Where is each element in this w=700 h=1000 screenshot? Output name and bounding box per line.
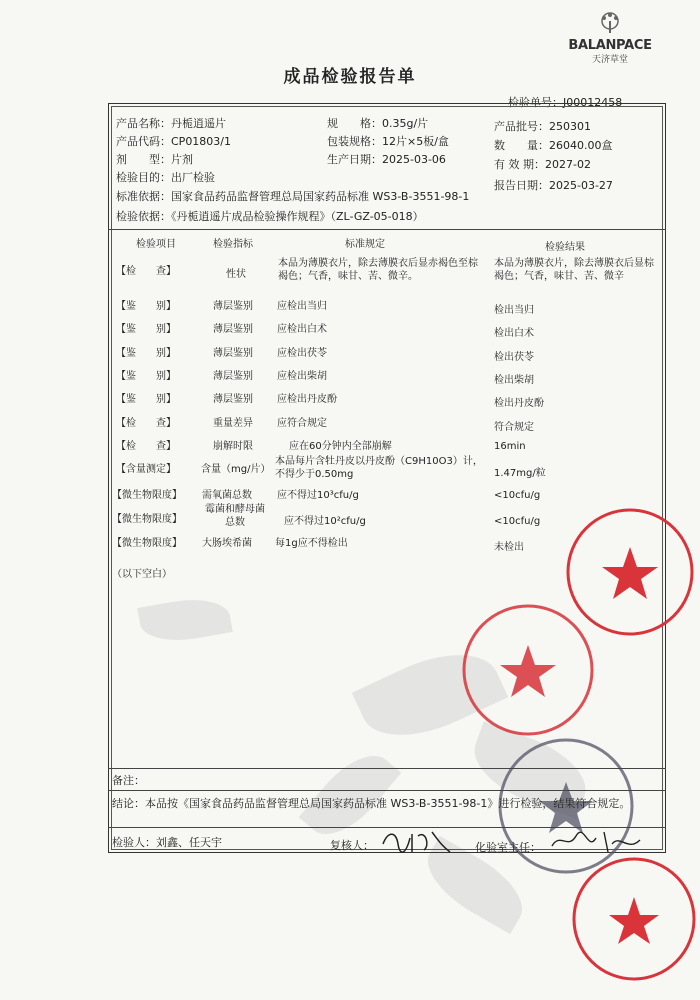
row-index: 崩解时限: [213, 441, 253, 452]
expiry-date: 有 效 期：2027-02: [494, 158, 591, 171]
conclusion: 结论：本品按《国家食品药品监督管理总局国家药品标准 WS3-B-3551-98-1》进行检验，结果符合规定。: [112, 797, 631, 810]
lab-director: 化验室主任：: [475, 841, 541, 854]
report-date: 报告日期：2025-03-27: [494, 179, 613, 192]
row-standard: 应检出当归: [277, 301, 327, 312]
company-stamp-suzhou: [570, 855, 698, 983]
spec: 规 格：0.35g/片: [327, 117, 429, 130]
row-result: 未检出: [494, 542, 524, 553]
inspectors: 检验人：刘鑫、任天宇: [112, 836, 222, 849]
row-result: 检出柴胡: [494, 375, 534, 386]
row-index: 薄层鉴别: [213, 348, 253, 359]
row-item: 【微生物限度】: [112, 538, 182, 549]
reviewer-signature: [378, 826, 458, 856]
row-standard: 应符合规定: [277, 418, 327, 429]
row-item: 【检 查】: [116, 266, 176, 277]
row-item: 【鉴 别】: [116, 371, 176, 382]
reviewer: 复核人：: [330, 839, 374, 852]
divider: [108, 790, 666, 791]
row-standard: 应在60分钟内全部崩解: [289, 441, 392, 452]
row-index: 含量（mg/片）: [201, 464, 271, 475]
row-index: 薄层鉴别: [213, 301, 253, 312]
company-logo: [560, 12, 660, 65]
divider: [108, 229, 666, 230]
product-code: 产品代码：CP01803/1: [116, 135, 232, 148]
standard-basis: 标准依据：国家食品药品监督管理总局国家药品标准 WS3-B-3551-98-1: [116, 190, 470, 203]
row-item: 【鉴 别】: [116, 301, 176, 312]
row-standard: 应检出柴胡: [277, 371, 327, 382]
batch-number: 产品批号：250301: [494, 120, 591, 133]
row-item: 【检 查】: [116, 441, 176, 452]
product-name: 产品名称：丹栀逍遥片: [116, 117, 226, 130]
header-index: 检验指标: [213, 239, 253, 250]
divider: [108, 768, 666, 769]
row-item: 【鉴 别】: [116, 348, 176, 359]
row-standard: 应检出茯苓: [277, 348, 327, 359]
row-index: 薄层鉴别: [213, 371, 253, 382]
header-item: 检验项目: [136, 239, 176, 250]
row-standard: 应检出丹皮酚: [277, 394, 337, 405]
dosage-form: 剂 型：片剂: [116, 153, 193, 166]
row-index: 性状: [226, 269, 246, 280]
row-index: 薄层鉴别: [213, 394, 253, 405]
production-date: 生产日期：2025-03-06: [327, 153, 446, 166]
row-result: 检出丹皮酚: [494, 398, 544, 409]
header-standard: 标准规定: [345, 239, 385, 250]
blank-note: （以下空白）: [112, 569, 172, 580]
row-index: 薄层鉴别: [213, 324, 253, 335]
row-item: 【检 查】: [116, 418, 176, 429]
procedure-basis: 检验依据：《丹栀逍遥片成品检验操作规程》（ZL-GZ-05-018）: [116, 210, 424, 223]
row-standard: 本品为薄膜衣片，除去薄膜衣后显赤褐色至棕褐色；气香，味甘、苦、微辛。: [278, 258, 478, 282]
inspection-purpose: 检验目的：出厂检验: [116, 171, 215, 184]
row-standard: 应不得过10³cfu/g: [277, 490, 359, 501]
row-index: 重量差异: [213, 418, 253, 429]
row-item: 【鉴 别】: [116, 394, 176, 405]
row-result: 符合规定: [494, 422, 534, 433]
row-item: 【微生物限度】: [112, 514, 182, 525]
row-result: 检出当归: [494, 305, 534, 316]
row-result: <10cfu/g: [494, 516, 541, 527]
row-item: 【鉴 别】: [116, 324, 176, 335]
logo-text-en: BALANPACE: [568, 38, 652, 53]
remarks-label: 备注：: [112, 774, 145, 787]
quantity: 数 量：26040.00盒: [494, 139, 613, 152]
director-signature: [548, 826, 648, 856]
row-result: 16min: [494, 441, 526, 452]
document-title: 成品检验报告单: [283, 67, 417, 87]
report-number: 检验单号：J00012458: [508, 96, 623, 109]
row-result: 检出茯苓: [494, 352, 534, 363]
tree-icon: [590, 12, 630, 34]
row-item: 【微生物限度】: [112, 490, 182, 501]
row-item: 【含量测定】: [116, 464, 176, 475]
logo-text-cn: 天济草堂: [591, 55, 628, 65]
row-index: 大肠埃希菌: [202, 538, 252, 549]
row-index: 霉菌和酵母菌总数: [205, 504, 265, 528]
row-result: <10cfu/g: [494, 490, 541, 501]
row-result: 检出白术: [494, 328, 534, 339]
company-stamp-hunan: [458, 600, 598, 740]
package-spec: 包装规格：12片×5板/盒: [327, 135, 449, 148]
header-result: 检验结果: [545, 242, 585, 253]
row-standard: 本品每片含牡丹皮以丹皮酚（C9H10O3）计，不得少于0.50mg: [275, 456, 483, 480]
row-index: 需氧菌总数: [202, 490, 252, 501]
row-result: 1.47mg/粒: [494, 468, 546, 479]
row-result: 本品为薄膜衣片，除去薄膜衣后显棕褐色；气香，味甘、苦、微辛: [494, 258, 654, 282]
row-standard: 每1g应不得检出: [275, 538, 348, 549]
row-standard: 应检出白术: [277, 324, 327, 335]
row-standard: 应不得过10²cfu/g: [284, 516, 366, 527]
